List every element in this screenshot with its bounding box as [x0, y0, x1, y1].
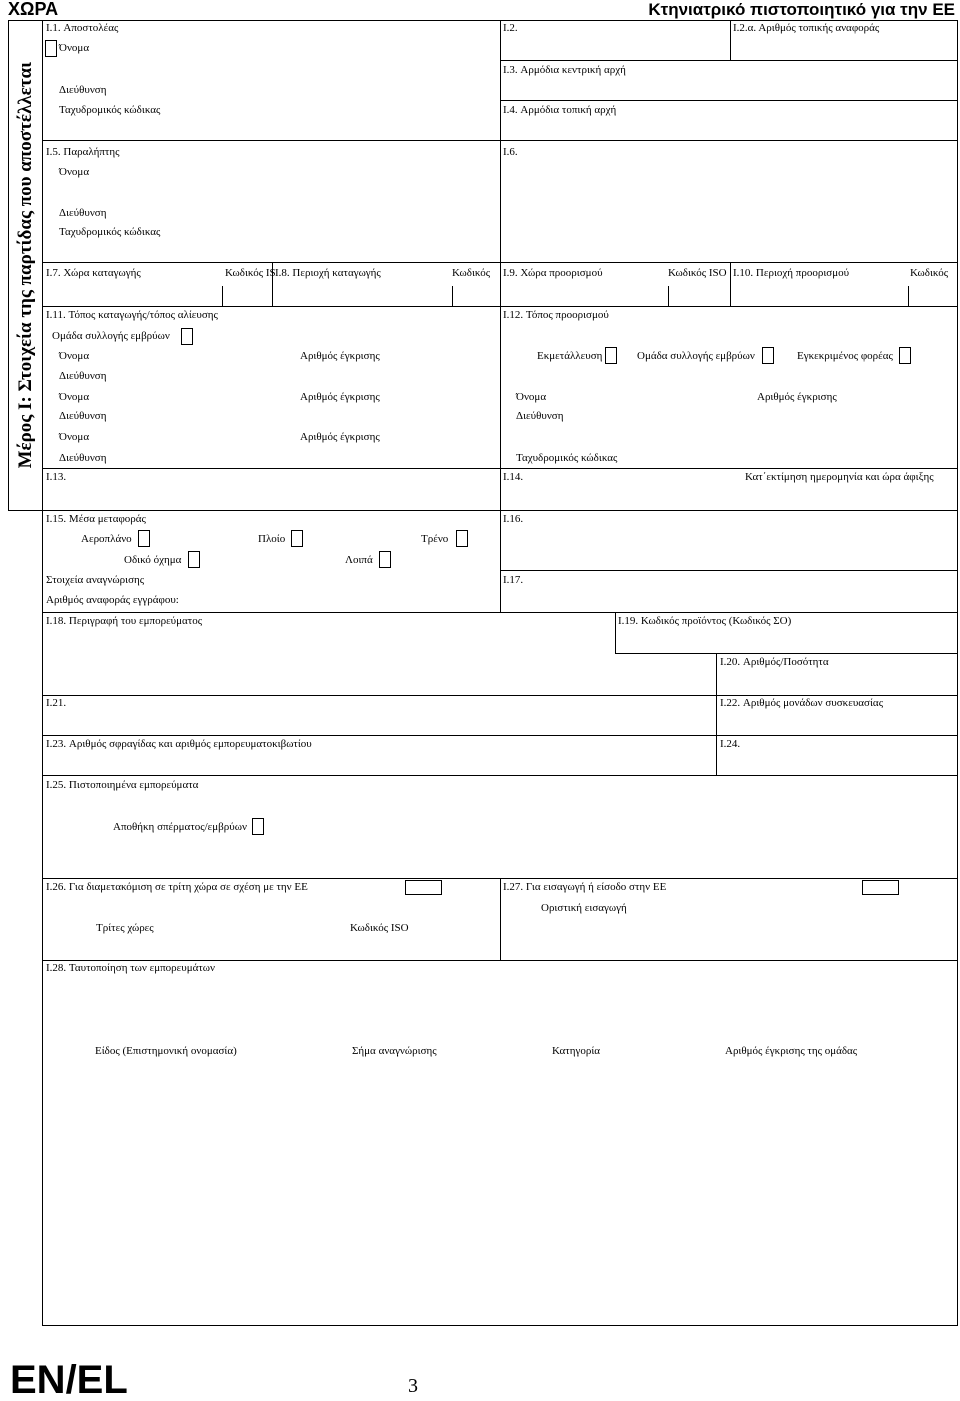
packages-label: I.22. Αριθμός μονάδων συσκευασίας: [720, 697, 884, 709]
column-category-label: Κατηγορία: [552, 1045, 601, 1057]
origin-entry-name-label: Όνομα: [59, 391, 90, 403]
certificate-title: Κτηνιατρικό πιστοποιητικό για την ΕΕ: [648, 0, 955, 19]
consignor-name-label: Όνομα: [59, 42, 90, 54]
form-rule: [730, 20, 731, 60]
form-rule: [42, 775, 958, 776]
origin-entry-name-label: Όνομα: [59, 431, 90, 443]
consignor-name-checkbox[interactable]: [45, 40, 57, 57]
header-country-label: ΧΩΡΑ: [8, 0, 59, 19]
i17-label: I.17.: [503, 574, 524, 586]
arrival-estimate-label: Κατ΄εκτίμηση ημερομηνία και ώρα άφιξης: [745, 471, 934, 483]
central-authority-label: I.3. Αρμόδια κεντρική αρχή: [503, 64, 626, 76]
import-label: I.27. Για εισαγωγή ή είσοδο στην ΕΕ: [503, 881, 667, 893]
form-rule: [716, 653, 717, 775]
third-countries-label: Τρίτες χώρες: [96, 922, 154, 934]
destination-embryo-team-checkbox[interactable]: [762, 347, 774, 364]
document-reference-label: Αριθμός αναφοράς εγγράφου:: [46, 594, 179, 606]
form-rule: [500, 878, 501, 960]
origin-entry-address-label: Διεύθυνση: [59, 452, 107, 464]
form-rule: [500, 20, 501, 612]
column-team-approval-label: Αριθμός έγκρισης της ομάδας: [725, 1045, 858, 1057]
destination-name-label: Όνομα: [516, 391, 547, 403]
approved-body-checkbox[interactable]: [899, 347, 911, 364]
destination-region-label: I.10. Περιοχή προορισμού: [733, 267, 850, 279]
form-rule: [615, 612, 616, 653]
local-authority-label: I.4. Αρμόδια τοπική αρχή: [503, 104, 617, 116]
code-field-tick: [908, 286, 909, 306]
road-vehicle-label: Οδικό όχημα: [124, 554, 182, 566]
code-field-tick: [222, 286, 223, 306]
column-identification-mark-label: Σήμα αναγνώρισης: [352, 1045, 437, 1057]
identification-label: Στοιχεία αναγνώρισης: [46, 574, 145, 586]
transit-checkbox[interactable]: [405, 880, 442, 895]
consignee-label: I.5. Παραλήπτης: [46, 146, 120, 158]
i24-label: I.24.: [720, 738, 741, 750]
origin-region-label: I.8. Περιοχή καταγωγής: [275, 267, 381, 279]
train-checkbox[interactable]: [456, 530, 468, 547]
destination-address-label: Διεύθυνση: [516, 410, 564, 422]
commodity-description-label: I.18. Περιγραφή του εμπορεύματος: [46, 615, 203, 627]
road-vehicle-checkbox[interactable]: [188, 551, 200, 568]
goods-identification-label: I.28. Ταυτοποίηση των εμπορευμάτων: [46, 962, 216, 974]
consignor-postcode-label: Ταχυδρομικός κώδικας: [59, 104, 161, 116]
aeroplane-label: Αεροπλάνο: [81, 533, 132, 545]
ship-label: Πλοίο: [258, 533, 286, 545]
transit-label: I.26. Για διαμετακόμιση σε τρίτη χώρα σε σχέση με την ΕΕ: [46, 881, 308, 893]
commodity-code-label: I.19. Κωδικός προϊόντος (Κωδικός ΣΟ): [618, 615, 792, 627]
consignee-address-label: Διεύθυνση: [59, 207, 107, 219]
destination-country-label: I.9. Χώρα προορισμού: [503, 267, 603, 279]
form-rule: [42, 612, 958, 613]
i6-label: I.6.: [503, 146, 518, 158]
form-rule: [42, 20, 43, 1326]
destination-embryo-team-label: Ομάδα συλλογής εμβρύων: [637, 350, 755, 362]
form-rule: [957, 20, 958, 1326]
form-rule: [500, 100, 958, 101]
origin-country-label: I.7. Χώρα καταγωγής: [46, 267, 141, 279]
consignor-label: I.1. Αποστολέας: [46, 22, 119, 34]
quantity-label: I.20. Αριθμός/Ποσότητα: [720, 656, 829, 668]
consignor-address-label: Διεύθυνση: [59, 84, 107, 96]
consignee-name-label: Όνομα: [59, 166, 90, 178]
local-reference-label: I.2.α. Αριθμός τοπικής αναφοράς: [733, 22, 880, 34]
other-transport-checkbox[interactable]: [379, 551, 391, 568]
seal-container-label: I.23. Αριθμός σφραγίδας και αριθμός εμπορευματοκιβωτίου: [46, 738, 312, 750]
column-species-label: Είδος (Επιστημονική ονομασία): [95, 1045, 237, 1057]
aeroplane-checkbox[interactable]: [138, 530, 150, 547]
destination-region-code-label: Κωδικός: [910, 267, 949, 279]
semen-embryo-store-label: Αποθήκη σπέρματος/εμβρύων: [113, 821, 247, 833]
origin-entry-approval-label: Αριθμός έγκρισης: [300, 391, 380, 403]
origin-region-code-label: Κωδικός: [452, 267, 491, 279]
origin-entry-address-label: Διεύθυνση: [59, 410, 107, 422]
sidebar-part-label: Μέρος I: Στοιχεία της παρτίδας που αποστέλλεται: [14, 62, 36, 469]
import-checkbox[interactable]: [862, 880, 899, 895]
footer-language-code: EN/EL: [10, 1358, 128, 1401]
origin-entry-name-label: Όνομα: [59, 350, 90, 362]
i21-label: I.21.: [46, 697, 67, 709]
definitive-import-label: Οριστική εισαγωγή: [541, 902, 627, 914]
place-of-origin-label: I.11. Τόπος καταγωγής/τόπος αλίευσης: [46, 309, 218, 321]
i2-label: I.2.: [503, 22, 518, 34]
origin-entry-approval-label: Αριθμός έγκρισης: [300, 350, 380, 362]
origin-entry-approval-label: Αριθμός έγκρισης: [300, 431, 380, 443]
form-rule: [615, 653, 958, 654]
transit-iso-code-label: Κωδικός ISO: [350, 922, 409, 934]
form-rule: [730, 262, 731, 306]
sidebar-part-box: [8, 20, 43, 511]
origin-country-code-label: Κωδικός IS: [225, 267, 276, 279]
destination-postcode-label: Ταχυδρομικός κώδικας: [516, 452, 618, 464]
code-field-tick: [668, 286, 669, 306]
form-rule: [42, 735, 958, 736]
destination-approval-label: Αριθμός έγκρισης: [757, 391, 837, 403]
holding-checkbox[interactable]: [605, 347, 617, 364]
certified-as-label: I.25. Πιστοποιημένα εμπορεύματα: [46, 779, 199, 791]
form-rule: [500, 570, 958, 571]
i16-label: I.16.: [503, 513, 524, 525]
train-label: Τρένο: [421, 533, 449, 545]
destination-country-code-label: Κωδικός ISO: [668, 267, 727, 279]
footer-page-number: 3: [408, 1375, 418, 1397]
i14-label: I.14.: [503, 471, 524, 483]
semen-embryo-store-checkbox[interactable]: [252, 818, 264, 835]
holding-label: Εκμετάλλευση: [537, 350, 603, 362]
form-rule: [42, 1325, 958, 1326]
embryo-team-label: Ομάδα συλλογής εμβρύων: [52, 330, 170, 342]
origin-entry-address-label: Διεύθυνση: [59, 370, 107, 382]
approved-body-label: Εγκεκριμένος φορέας: [797, 350, 893, 362]
other-transport-label: Λοιπά: [345, 554, 373, 566]
consignee-postcode-label: Ταχυδρομικός κώδικας: [59, 226, 161, 238]
code-field-tick: [452, 286, 453, 306]
transport-label: I.15. Μέσα μεταφοράς: [46, 513, 146, 525]
ship-checkbox[interactable]: [291, 530, 303, 547]
embryo-team-checkbox[interactable]: [181, 328, 193, 345]
place-of-destination-label: I.12. Τόπος προορισμού: [503, 309, 609, 321]
form-rule: [500, 60, 958, 61]
i13-label: I.13.: [46, 471, 67, 483]
